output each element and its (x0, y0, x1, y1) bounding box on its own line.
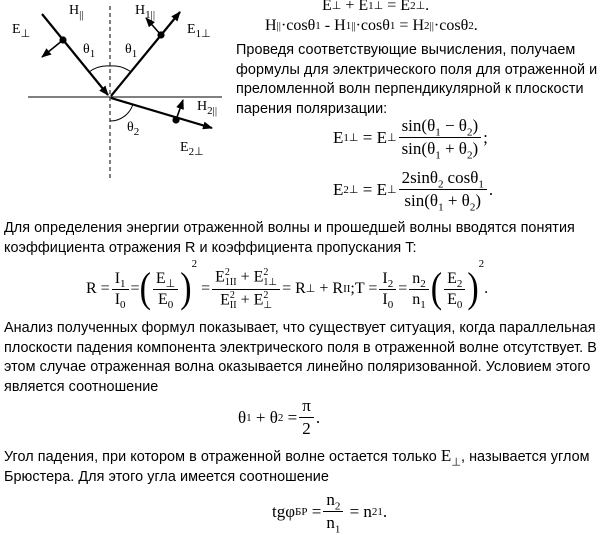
paragraph-brewster-angle: Угол падения, при котором в отраженной волне остается только $E_\perp$, называется углом Брюстера. Для этого угла имеется соотношение (4, 446, 590, 485)
formula-reflection-transmission: R = $\frac{I_1}{I_0}$ = ( $\frac{E_\perp}{E_0}$ ) 2 = E 2 1II + E 2 1⊥ E 2 II + E 2 ⊥ = R ⊥ + R II ;T = $\frac{I_2}{I_0}$ = $\frac{n_2}{n_1}$ ( $\frac{E_2}{E_0}$ ) 2 . (86, 258, 489, 312)
refracted-h-arrow (176, 100, 183, 120)
label-h2-par: $H_{2||}$ (197, 99, 218, 117)
label-e-perp: $E_\perp$ (12, 22, 31, 40)
label-h1-par: $H_{1||}$ (135, 3, 156, 21)
label-theta1-right: $\theta_1$ (125, 42, 138, 60)
paragraph-polarization-intro: Проведя соответствующие вычисления, получаем формулы для электрического поля для отраженной и преломленной волн перпендикулярной к плоскости парения поляризации: (236, 42, 598, 117)
theta2-arc (110, 104, 133, 121)
label-h-par: $H_{||}$ (69, 3, 84, 21)
formula-e1-perp: E 1⊥ = E ⊥ $\frac{\sin(\theta_1 - \theta_2)}{\sin(\theta_1 + \theta_2)}$ ; (333, 116, 488, 162)
paragraph-energy-coefficients: Для определения энергии отраженной волны и прошедшей волны вводятся понятия коэффициента отражения R и коэффициента пропускания T: (4, 220, 575, 256)
incident-ray (42, 14, 108, 95)
formula-e2-perp: E 2⊥ = E ⊥ $\frac{2\sin\theta_2 \cos\theta_1}{\sin(\theta_1 + \theta_2)}$ . (333, 168, 494, 214)
theta1-right-arc (110, 66, 131, 72)
equation-e-sum: E ⊥ + E 1⊥ = E 2⊥ . (322, 0, 430, 14)
label-e2-perp: $E_{2\perp}$ (180, 140, 204, 158)
incident-h-arrow (42, 40, 63, 57)
reflected-ray (111, 12, 180, 96)
formula-theta-sum: θ 1 + θ 2 = $\frac{\pi}{2}$ . (238, 396, 321, 438)
equation-h-balance: H || ·cosθ 1 - H 1|| ·cosθ 1 = H 2|| ·cosθ 2 . (265, 17, 478, 34)
theta1-left-arc (89, 66, 110, 72)
formula-brewster: tgφ БР = $\frac{n_2}{n_1}$ = n 21 . (272, 490, 388, 535)
label-theta1-left: $\theta_1$ (83, 42, 96, 60)
label-theta2: $\theta_2$ (127, 120, 140, 138)
paragraph-polarization-analysis: Анализ полученных формул показывает, что существует ситуация, когда параллельная плоскости падения компонента электрического поля в отраженной волне отсутствует. В этом случае отраженная волна оказывается линейно поляризованной. Условием этого является соотношение (4, 320, 597, 395)
label-e1-perp: $E_{1\perp}$ (187, 22, 211, 40)
